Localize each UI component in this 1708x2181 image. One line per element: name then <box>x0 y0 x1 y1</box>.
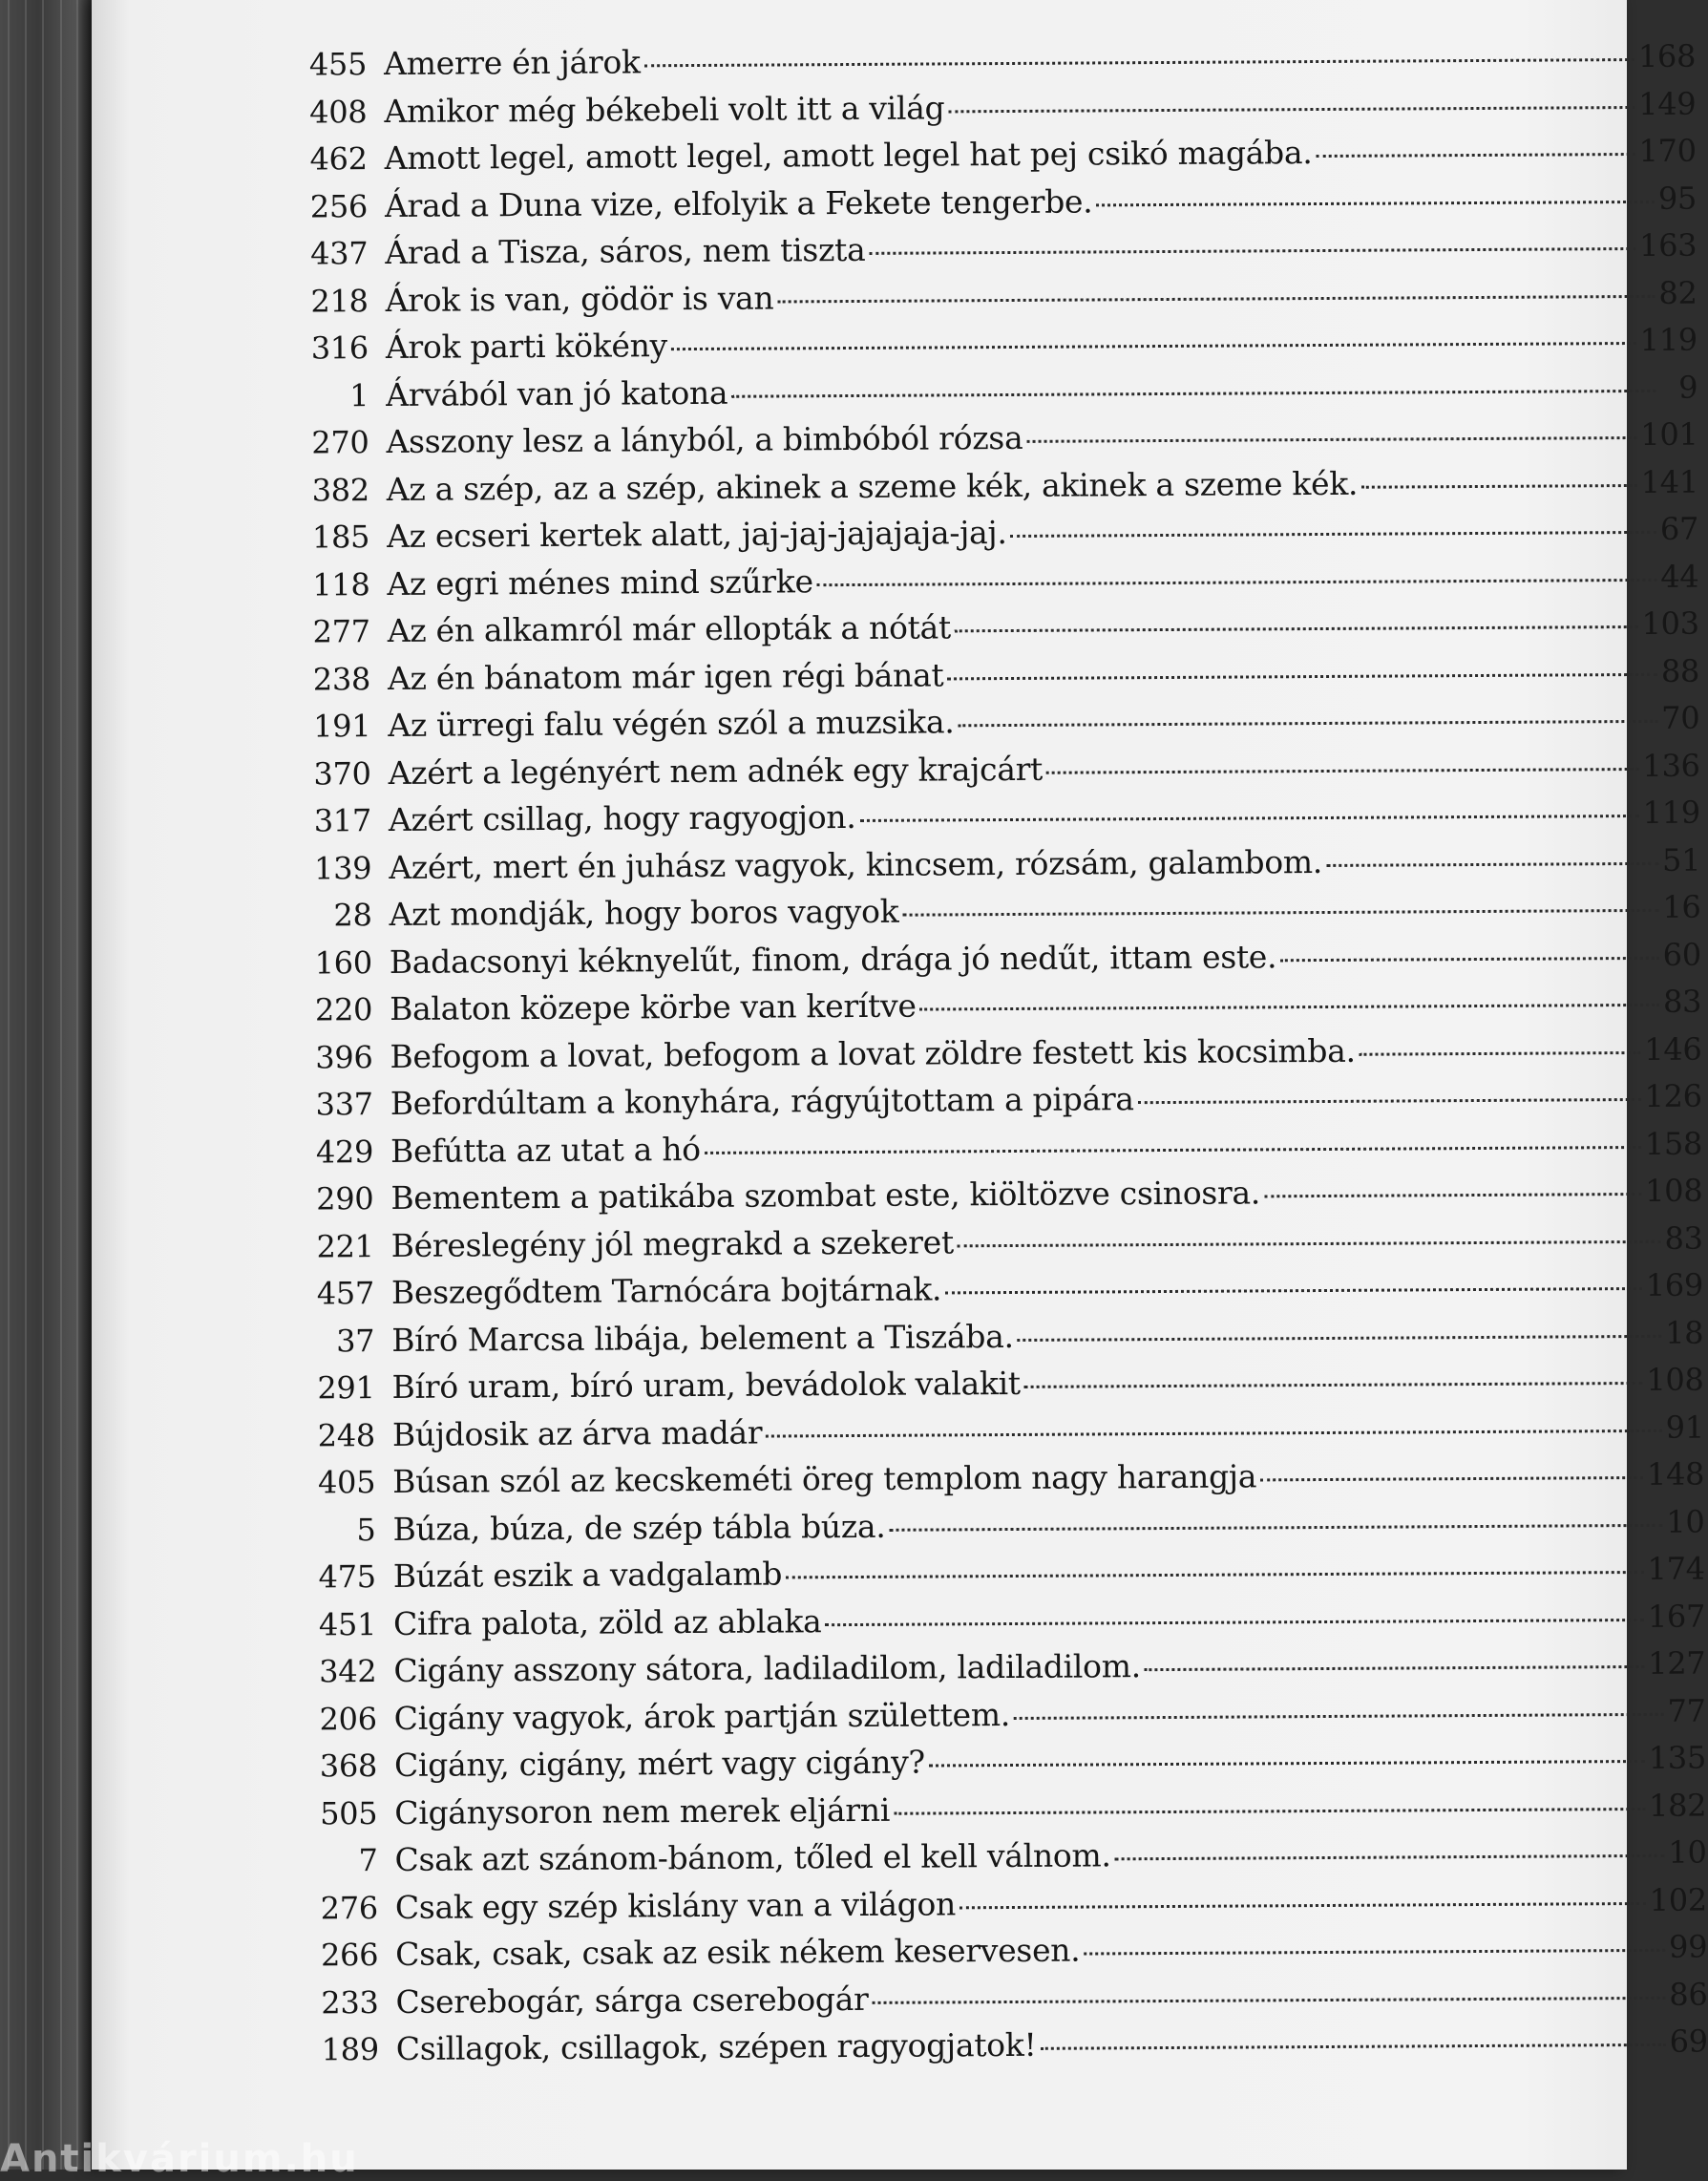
song-number: 220 <box>314 991 373 1028</box>
dot-leader <box>955 625 1638 632</box>
dot-leader <box>1145 1665 1644 1671</box>
page-number: 163 <box>1639 226 1697 264</box>
song-number: 276 <box>320 1889 379 1926</box>
song-title: Cigánysoron nem merek eljárni <box>394 1790 891 1832</box>
page-number: 69 <box>1669 2022 1708 2060</box>
song-number: 429 <box>315 1133 374 1170</box>
song-title: Csak egy szép kislány van a világon <box>394 1884 957 1926</box>
page-number: 174 <box>1647 1550 1705 1587</box>
song-number: 396 <box>315 1038 373 1075</box>
song-number: 189 <box>321 2031 379 2068</box>
wood-grain-line <box>76 0 78 2170</box>
song-number: 266 <box>320 1937 379 1974</box>
song-number: 206 <box>319 1700 377 1737</box>
song-number: 317 <box>313 802 372 839</box>
song-number: 475 <box>318 1558 376 1596</box>
dot-leader <box>945 1287 1642 1294</box>
dot-leader <box>671 342 1636 350</box>
song-number: 382 <box>311 471 369 508</box>
page-number: 99 <box>1668 1928 1708 1965</box>
dot-leader <box>1280 956 1658 961</box>
dot-leader <box>1026 436 1636 443</box>
song-title: Az ecseri kertek alatt, jaj-jaj-jajajaja-jaj. <box>387 514 1007 555</box>
song-title: Bújdosik az árva madár <box>391 1413 763 1453</box>
song-title: Csak, csak, csak az esik nékem keservesen. <box>395 1931 1081 1973</box>
dot-leader <box>1360 1050 1641 1055</box>
song-number: 270 <box>311 424 369 461</box>
song-number: 316 <box>310 329 369 367</box>
dot-leader <box>959 720 1658 727</box>
wood-grain-line <box>8 0 10 2170</box>
song-title: Csak azt szánom-bánom, tőled el kell válnom. <box>394 1836 1111 1878</box>
wood-grain-line <box>42 0 44 2170</box>
song-title: Amott legel, amott legel, amott legel hat pej csikó magába. <box>384 134 1313 177</box>
dot-leader <box>1018 1334 1661 1341</box>
song-title: Asszony lesz a lányból, a bimbóból rózsa <box>386 418 1023 460</box>
song-title: Árad a Tisza, sáros, nem tiszta <box>385 230 866 271</box>
page-number: 108 <box>1646 1361 1704 1398</box>
song-title: Árok parti kökény <box>385 327 668 366</box>
dot-leader <box>825 1618 1643 1625</box>
page-number: 127 <box>1648 1644 1706 1682</box>
dot-leader <box>929 1760 1645 1768</box>
dot-leader <box>1326 861 1658 866</box>
dot-leader <box>705 1145 1641 1154</box>
page-number: 108 <box>1645 1172 1703 1209</box>
song-number: 451 <box>318 1605 377 1642</box>
song-number: 290 <box>316 1180 374 1218</box>
song-number: 238 <box>312 660 371 697</box>
table-of-contents <box>225 37 1708 2079</box>
song-number: 160 <box>314 943 372 981</box>
song-title: Azért csillag, hogy ragyogjon. <box>388 797 856 838</box>
wood-grain-line <box>25 0 27 2170</box>
book-page <box>92 0 1708 2170</box>
page-number: 146 <box>1644 1030 1702 1068</box>
toc-entry <box>238 2022 1708 2079</box>
page-number: 136 <box>1642 747 1700 784</box>
song-title: Cigány asszony sátora, ladiladilom, ladiladilom. <box>393 1647 1141 1689</box>
song-title: Béreslegény jól megrakd a szekeret <box>390 1222 954 1264</box>
song-number: 408 <box>309 93 368 130</box>
song-number: 457 <box>316 1275 375 1312</box>
song-title: Balaton közepe körbe van kerítve <box>390 986 917 1027</box>
page-number: 119 <box>1642 794 1701 831</box>
song-title: Árok is van, gödör is van <box>385 278 774 319</box>
song-number: 370 <box>313 754 371 792</box>
song-title: Cserebogár, sárga cserebogár <box>395 1980 869 2021</box>
page-number: 51 <box>1661 841 1701 879</box>
song-title: Bíró Marcsa libája, belement a Tiszába. <box>391 1317 1014 1359</box>
song-title: Árad a Duna vize, elfolyik a Fekete tengerbe. <box>384 181 1093 224</box>
song-title: Befordúltam a konyhára, rágyújtottam a pipára <box>390 1080 1134 1122</box>
song-title: Amerre én járok <box>383 43 641 82</box>
song-number: 437 <box>310 235 369 272</box>
song-title: Bementem a patikába szombat este, kiöltözve csinosra. <box>390 1174 1261 1217</box>
page-number: 91 <box>1665 1408 1704 1446</box>
song-title: Az egri ménes mind szűrke <box>387 561 813 603</box>
song-title: Azért, mert én juhász vagyok, kincsem, rózsám, galambom. <box>389 842 1323 886</box>
page-number: 101 <box>1640 415 1698 453</box>
song-number: 221 <box>316 1227 374 1264</box>
song-number: 455 <box>308 46 368 83</box>
page-number: 83 <box>1664 1219 1703 1257</box>
song-title: Csillagok, csillagok, szépen ragyogjatok! <box>395 2025 1037 2067</box>
page-number: 126 <box>1644 1077 1702 1114</box>
song-title: Amikor még békebeli volt itt a világ <box>384 88 945 130</box>
song-number: 368 <box>319 1747 378 1785</box>
dot-leader <box>1361 483 1636 488</box>
song-title: Azt mondják, hogy boros vagyok <box>389 892 899 933</box>
dot-leader <box>1138 1098 1641 1104</box>
page-number: 158 <box>1644 1125 1703 1162</box>
dot-leader <box>947 672 1657 680</box>
page-number: 170 <box>1638 132 1697 169</box>
song-title: Búsan szól az kecskeméti öreg templom nagy harangja <box>392 1457 1257 1500</box>
song-number: 233 <box>321 1983 379 2021</box>
song-number: 462 <box>309 140 368 178</box>
dot-leader <box>959 1901 1646 1908</box>
song-title: Badacsonyi kéknyelűt, finom, drága jó nedűt, ittam este. <box>389 937 1277 981</box>
dot-leader <box>1046 767 1638 773</box>
page-number: 16 <box>1662 888 1701 925</box>
page-number: 95 <box>1657 180 1697 217</box>
song-title: Cigány, cigány, mért vagy cigány? <box>393 1743 925 1784</box>
song-title: Azért a legényért nem adnék egy krajcárt <box>388 750 1044 792</box>
dot-leader <box>1084 1949 1665 1956</box>
song-title: Cifra palota, zöld az ablaka <box>392 1601 822 1642</box>
song-number: 185 <box>311 519 370 556</box>
song-title: Az én bánatom már igen régi bánat <box>387 655 944 697</box>
song-number: 118 <box>312 565 370 603</box>
song-number: 248 <box>317 1416 376 1453</box>
dot-leader <box>920 1004 1659 1011</box>
page-number: 60 <box>1662 936 1701 973</box>
dot-leader <box>644 58 1634 67</box>
dot-leader <box>1316 153 1634 158</box>
page-number: 148 <box>1646 1455 1705 1493</box>
song-title: Befogom a lovat, befogom a lovat zöldre festett kis kocsimba. <box>390 1031 1356 1075</box>
song-number: 337 <box>315 1086 373 1123</box>
page-number: 67 <box>1659 510 1699 547</box>
dot-leader <box>948 105 1634 112</box>
dot-leader <box>731 389 1655 397</box>
page-number: 103 <box>1641 604 1699 642</box>
dot-leader <box>958 1239 1661 1247</box>
song-number: 218 <box>310 282 369 319</box>
song-number: 1 <box>349 376 369 413</box>
song-title: Beszegődtem Tarnócára bojtárnak. <box>390 1270 942 1311</box>
song-number: 405 <box>317 1464 376 1501</box>
song-title: Árvából van jó katona <box>386 373 728 413</box>
dot-leader <box>1011 531 1656 538</box>
song-title: Az én alkamról már ellopták a nótát <box>387 608 951 649</box>
song-number: 256 <box>309 187 369 224</box>
dot-leader <box>1040 2043 1665 2050</box>
dot-leader <box>1096 200 1654 206</box>
song-title: Búzát eszik a vadgalamb <box>392 1555 783 1595</box>
dot-leader <box>1115 1854 1665 1861</box>
page-number: 10 <box>1668 1833 1707 1871</box>
song-number: 5 <box>356 1511 376 1548</box>
page-number: 168 <box>1637 37 1697 74</box>
song-title: Búza, búza, de szép tábla búza. <box>392 1507 886 1548</box>
song-number: 191 <box>313 708 371 745</box>
song-title: Az a szép, az a szép, akinek a szeme kék, akinek a szeme kék. <box>386 464 1359 508</box>
song-number: 7 <box>358 1842 378 1879</box>
song-title: Az ürregi falu végén szól a muzsika. <box>388 703 955 744</box>
page-number: 169 <box>1645 1266 1704 1303</box>
song-number: 139 <box>313 849 372 886</box>
page-number: 18 <box>1665 1314 1704 1351</box>
dot-leader <box>786 1571 1643 1578</box>
page-number: 70 <box>1661 699 1700 736</box>
dot-leader <box>902 909 1658 917</box>
dot-leader <box>860 815 1639 822</box>
song-title: Befútta az utat a hó <box>390 1130 701 1170</box>
song-number: 291 <box>317 1369 375 1407</box>
wood-grain-line <box>60 0 62 2170</box>
song-title: Cigány vagyok, árok partján születtem. <box>393 1695 1011 1737</box>
dot-leader <box>1264 1193 1641 1197</box>
dot-leader <box>817 578 1657 585</box>
dot-leader <box>873 1996 1666 2003</box>
page-number: 88 <box>1660 652 1700 689</box>
dot-leader <box>1260 1476 1643 1481</box>
page-number: 141 <box>1640 463 1698 500</box>
dot-leader <box>889 1523 1662 1531</box>
dot-leader <box>1024 1382 1643 1388</box>
song-number: 37 <box>336 1322 375 1359</box>
page-number: 83 <box>1662 983 1702 1020</box>
page-number: 82 <box>1658 274 1697 311</box>
page-number: 77 <box>1667 1692 1706 1729</box>
page-number: 119 <box>1639 321 1698 358</box>
page-number: 149 <box>1638 85 1697 122</box>
song-number: 277 <box>312 613 370 650</box>
song-number: 342 <box>319 1653 377 1690</box>
dot-leader <box>894 1807 1645 1814</box>
page-number: 9 <box>1678 369 1698 406</box>
page-number: 10 <box>1666 1503 1705 1540</box>
song-number: 28 <box>333 897 372 934</box>
page-number: 102 <box>1649 1881 1708 1918</box>
page-number: 135 <box>1648 1739 1707 1776</box>
song-number: 505 <box>320 1794 378 1832</box>
page-number: 167 <box>1647 1598 1706 1635</box>
page-number: 44 <box>1660 558 1699 595</box>
watermark-text: Antikvárium.hu <box>0 2137 359 2181</box>
dot-leader <box>1014 1712 1664 1719</box>
page-number: 86 <box>1669 1976 1708 2013</box>
dot-leader <box>766 1429 1661 1437</box>
dot-leader <box>869 247 1635 255</box>
dot-leader <box>777 294 1655 303</box>
song-title: Bíró uram, bíró uram, bevádolok valakit <box>391 1364 1021 1406</box>
page-number: 182 <box>1648 1787 1707 1824</box>
